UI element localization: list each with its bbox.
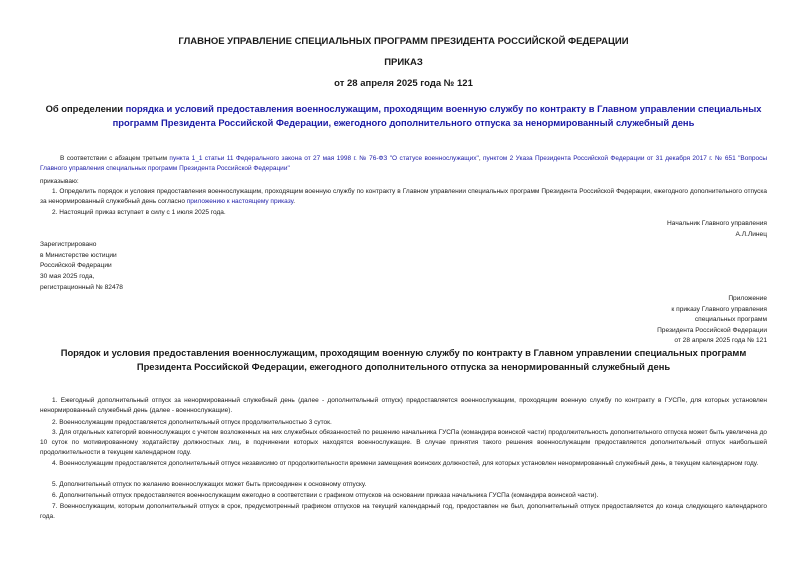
order-date-number: от 28 апреля 2025 года № 121 <box>334 78 473 89</box>
item-2-paragraph: 2. Настоящий приказ вступает в силу с 1 июля 2025 года. <box>52 209 226 216</box>
appendix-line-5: от 28 апреля 2025 года № 121 <box>674 337 767 344</box>
appendix-line-1: Приложение <box>728 295 767 302</box>
appendix-paragraph-7: 7. Военнослужащим, которым дополнительный отпуск в срок, предусмотренный графиком отпусков на текущий календарный год, предоставлен не был, дополнительный отпуск предоставляется до конца следующего календарного года. <box>40 503 767 521</box>
signature-name: А.Л.Линец <box>735 231 767 238</box>
document-title <box>40 102 767 130</box>
item-1-paragraph <box>40 187 767 207</box>
appendix-title: Порядок и условия предоставления военнослужащим, проходящим военную службу по контракту в Главном управлении специальных программ Президента Российской Федерации, ежегодного дополнительного отпуска за ненормированный служебный день <box>60 347 747 372</box>
appendix-paragraph-4: 4. Военнослужащим предоставляется дополнительный отпуск независимо от продолжительности времени замещения воинских должностей, для которых установлен ненормированный служебный день, в текущем календарном году. <box>52 460 759 467</box>
appendix-line-3: специальных программ <box>694 316 767 323</box>
agency-heading: ГЛАВНОЕ УПРАВЛЕНИЕ СПЕЦИАЛЬНЫХ ПРОГРАММ ПРЕЗИДЕНТА РОССИЙСКОЙ ФЕДЕРАЦИИ <box>178 36 629 47</box>
appendix-paragraph-3: 3. Для отдельных категорий военнослужащих с учетом возложенных на них служебных обязанностей по решению начальника ГУСПа (командира воинской части) продолжительность дополнительного отпуска может быть увеличена до 10 суток по мотивированному ходатайству должностных лиц, в подчинении которых находятся военнослужащие. В случае принятия такого решения военнослужащим предоставляется дополнительный отпуск наибольшей продолжительности в текущем календарном году. <box>40 429 767 457</box>
appendix-line-4: Президента Российской Федерации <box>657 327 767 334</box>
appendix-line-2: к приказу Главного управления <box>671 306 767 313</box>
item-1-end: . <box>293 198 296 206</box>
appendix-paragraph-6: 6. Дополнительный отпуск предоставляется военнослужащим ежегодно в соответствии с графиком отпусков на основании приказа начальника ГУСПа (командира воинской части). <box>52 492 599 499</box>
registration-line-2: в Министерстве юстиции <box>40 252 117 259</box>
preamble-text-1: В соответствии с абзацем третьим <box>60 155 170 162</box>
decree-link[interactable]: пунктом 2 Указа Президента Российской Федерации от 31 декабря 2017 г. № 651 "Вопросы Главного управления специальных программ Президента Российской Федерации" <box>40 155 768 173</box>
appendix-paragraph-1: 1. Ежегодный дополнительный отпуск за ненормированный служебный день (далее - дополнительный отпуск) предоставляется военнослужащим, проходящим военную службу по контракту в ГУСПе, для которых установлен ненормированный служебный день (далее - военнослужащие). <box>40 397 767 415</box>
item-1-text: 1. Определить порядок и условия предоставления военнослужащим, проходящим военную службу по контракту в Главном управлении специальных программ Президента Российской Федерации, ежегодного дополнительного отпуска за ненормированный служебный день согласно <box>40 188 767 206</box>
title-link[interactable]: порядка и условий предоставления военнослужащим, проходящим военную службу по контракту в Главном управлении специальных программ Президента Российской Федерации, ежегодного дополнительного отпуска за ненормированный служебный день <box>112 103 762 128</box>
registration-line-3: Российской Федерации <box>40 262 112 269</box>
appendix-paragraph-5: 5. Дополнительный отпуск по желанию военнослужащих может быть присоединен к основному отпуску. <box>52 481 367 488</box>
appendix-paragraph-2: 2. Военнослужащим предоставляется дополнительный отпуск продолжительностью 3 суток. <box>52 419 332 426</box>
appendix-link[interactable]: приложению к настоящему приказу <box>186 198 294 206</box>
preamble-paragraph <box>40 154 767 174</box>
doc-type-heading: ПРИКАЗ <box>384 57 423 68</box>
registration-line-1: Зарегистрировано <box>40 241 97 248</box>
preamble-text-2: , <box>478 155 484 162</box>
signature-position: Начальник Главного управления <box>667 220 767 227</box>
ordering-word: приказываю: <box>40 178 79 185</box>
law-link[interactable]: пункта 1_1 статьи 11 Федерального закона от 27 мая 1998 г. № 76-ФЗ "О статусе военнослужащих" <box>169 155 479 162</box>
registration-line-4: 30 мая 2025 года, <box>40 273 95 280</box>
title-prefix: Об определении <box>45 103 126 114</box>
registration-line-5: регистрационный № 82478 <box>40 284 123 291</box>
